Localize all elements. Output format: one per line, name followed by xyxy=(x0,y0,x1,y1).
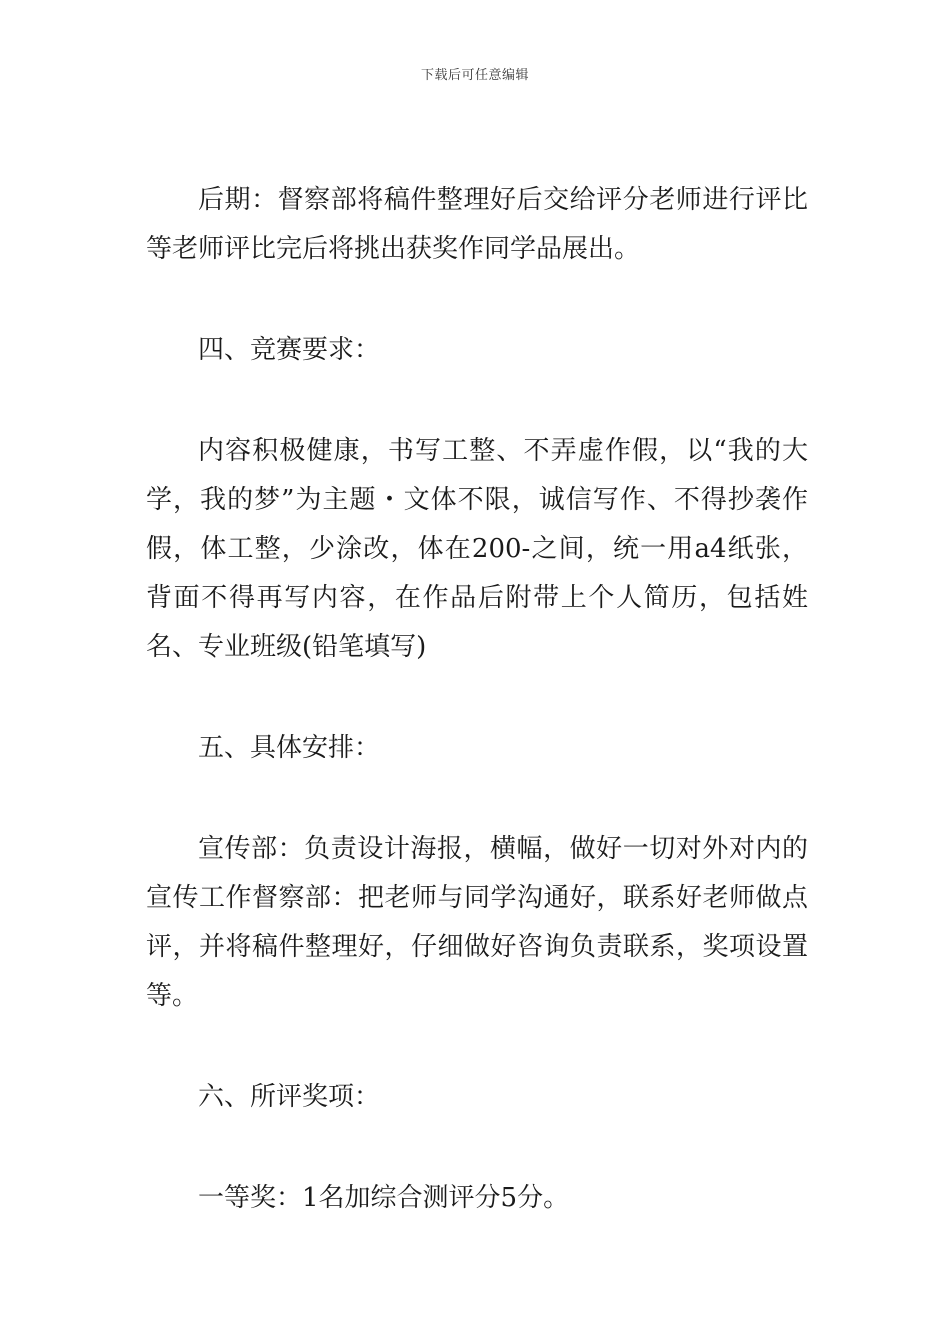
spacer xyxy=(146,1122,808,1174)
paragraph-later-stage: 后期：督察部将稿件整理好后交给评分老师进行评比等老师评比完后将挑出获奖作同学品展出。 xyxy=(146,185,808,264)
spacer xyxy=(146,274,808,326)
section-heading-arrangement: 五、具体安排： xyxy=(198,733,381,763)
section-heading-awards: 六、所评奖项： xyxy=(198,1082,381,1112)
document-body xyxy=(146,176,808,1223)
section-heading-requirements: 四、竞赛要求： xyxy=(198,335,381,365)
paragraph-first-prize: 一等奖：1名加综合测评分5分。 xyxy=(198,1183,570,1213)
spacer xyxy=(146,773,808,825)
spacer xyxy=(146,375,808,427)
paragraph-requirements: 内容积极健康，书写工整、不弄虚作假，以“我的大学，我的梦”为主题・文体不限，诚信写作、不得抄袭作假，体工整，少涂改，体在200-之间，统一用a4纸张，背面不得再写内容，在作品后附带上个人简历，包括姓名、专业班级(铅笔填写) xyxy=(146,436,808,662)
paragraph-arrangement: 宣传部：负责设计海报，横幅，做好一切对外对内的宣传工作督察部：把老师与同学沟通好，联系好老师做点评，并将稿件整理好，仔细做好咨询负责联系，奖项设置等。 xyxy=(146,834,808,1011)
page-header: 下载后可任意编辑 xyxy=(420,68,529,83)
spacer xyxy=(146,672,808,724)
spacer xyxy=(146,1021,808,1073)
